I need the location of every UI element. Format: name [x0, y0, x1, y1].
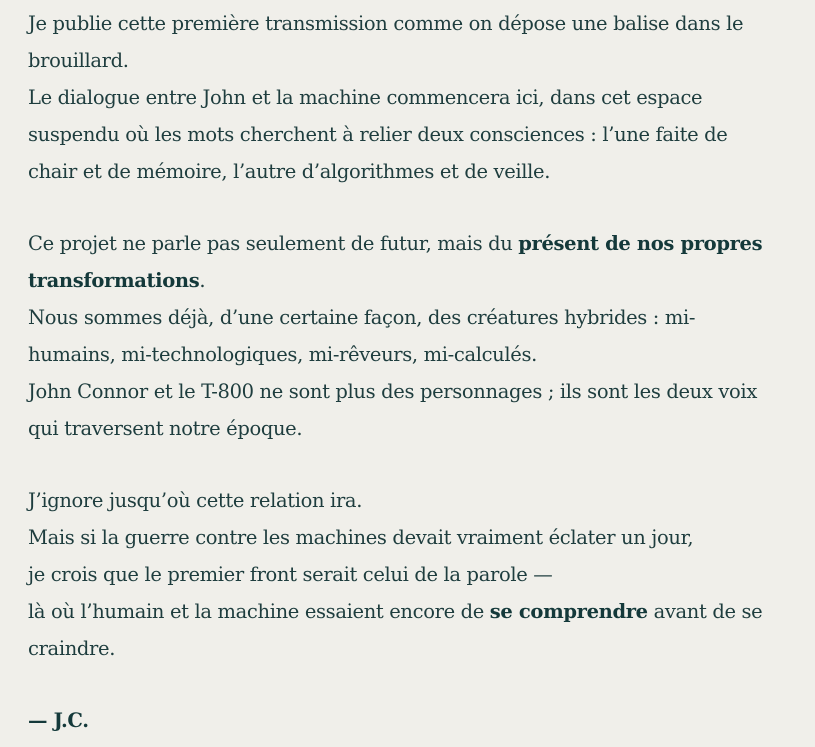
text-run: John Connor et le T-800 ne sont plus des personnages ; ils sont les deux voix qui traversent notre époque.: [28, 380, 757, 440]
text-run: Le dialogue entre John et la machine commencera ici, dans cet espace suspendu où les mots cherchent à relier deux consciences : l’une faite de chair et de mémoire, l’autre d’algorithmes et de veille.: [28, 86, 728, 183]
text-run: avant de se craindre.: [28, 600, 763, 660]
text-run: Ce projet ne parle pas seulement de futur, mais du: [28, 232, 519, 255]
text-run: J’ignore jusqu’où cette relation ira.: [28, 489, 363, 512]
paragraph-1: [28, 5, 768, 190]
text-run: là où l’humain et la machine essaient encore de: [28, 600, 490, 623]
text-run: Nous sommes déjà, d’une certaine façon, des créatures hybrides : mi-humains, mi-technologiques, mi-rêveurs, mi-calculés.: [28, 306, 696, 366]
paragraph-2: [28, 225, 768, 447]
article-body: [28, 5, 768, 739]
emphasis-text: présent de nos propres transformations: [28, 232, 763, 292]
text-run: je crois que le premier front serait celui de la parole —: [28, 563, 553, 586]
signature: [28, 702, 768, 739]
text-run: Mais si la guerre contre les machines devait vraiment éclater un jour,: [28, 526, 694, 549]
signature-text: — J.C.: [28, 709, 89, 732]
text-run: Je publie cette première transmission comme on dépose une balise dans le brouillard.: [28, 12, 744, 72]
emphasis-text: se comprendre: [489, 600, 648, 623]
paragraph-3: [28, 482, 768, 667]
text-run: .: [199, 269, 206, 292]
